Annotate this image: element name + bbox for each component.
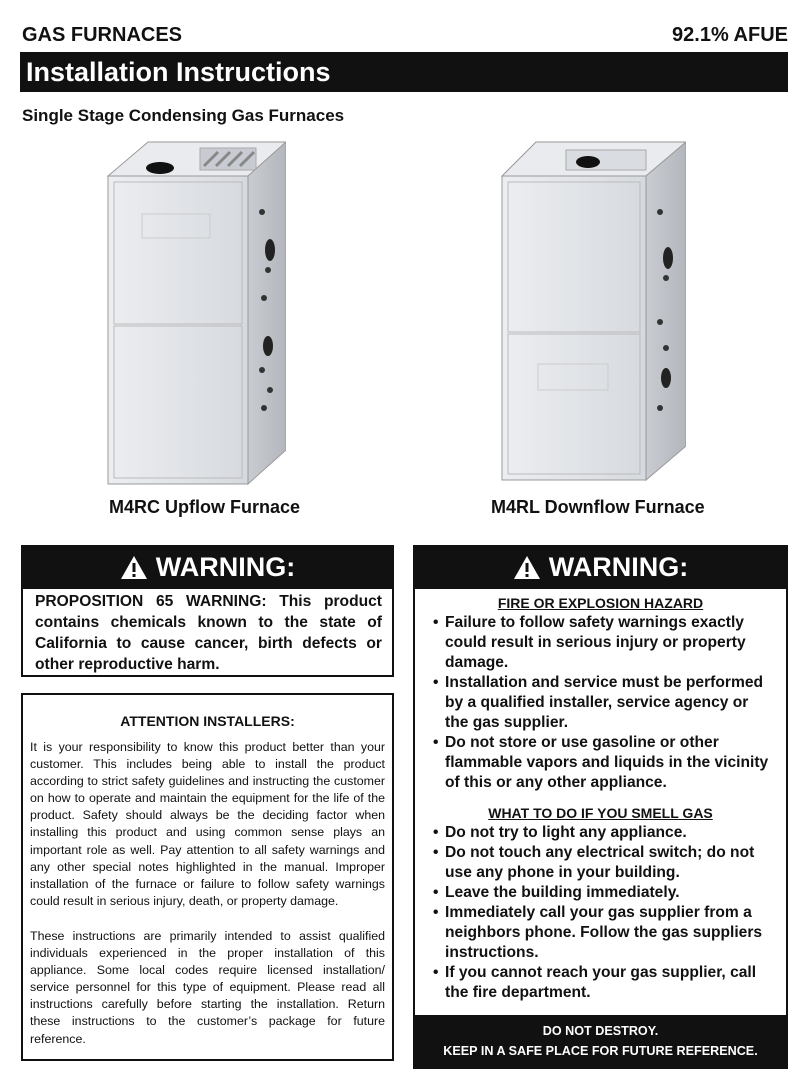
attention-installers-box (21, 693, 394, 1061)
title-bar (20, 52, 788, 92)
warning-label: WARNING: (548, 551, 689, 582)
fire-warning-box (413, 545, 788, 1069)
list-item: • Installation and service must be performed by a qualified installer, service agency or the gas supplier. (425, 673, 776, 733)
upflow-furnace-image (100, 138, 286, 490)
fire-hazard-list (425, 613, 776, 793)
smell-gas-list (425, 823, 776, 1003)
list-item: • Failure to follow safety warnings exactly could result in serious injury or property damage. (425, 613, 776, 673)
header-efficiency: 92.1% AFUE (672, 23, 788, 46)
fire-hazard-heading: FIRE OR EXPLOSION HAZARD (497, 595, 704, 611)
list-item: • Do not touch any electrical switch; do not use any phone in your building. (425, 843, 776, 883)
fire-warning-body (415, 595, 786, 1003)
downflow-caption: M4RL Downflow Furnace (491, 497, 705, 517)
warning-icon (513, 554, 541, 580)
warning-icon (120, 554, 148, 580)
fire-warning-header (413, 545, 788, 589)
list-item: • Do not store or use gasoline or other flammable vapors and liquids in the vicinity of this or any other appliance. (425, 733, 776, 793)
smell-gas-heading: WHAT TO DO IF YOU SMELL GAS (488, 805, 713, 821)
installers-paragraph-2: These instructions are primarily intended to assist qualified individuals experienced in the proper installation of this appliance. Some local codes require licensed installation/ service personnel for this type of equipment. Please read all instructions carefully before starting the installation. Return these instructions to the customer’s package for future reference. (30, 928, 385, 1046)
installers-heading: ATTENTION INSTALLERS: (120, 713, 295, 729)
do-not-destroy-footer (415, 1015, 786, 1067)
prop65-warning-text: PROPOSITION 65 WARNING: This product contains chemicals known to the state of California to cause cancer, birth defects or other reproductive harm. (21, 587, 394, 677)
page-subtitle: Single Stage Condensing Gas Furnaces (22, 106, 345, 125)
warning-label: WARNING: (155, 551, 296, 582)
header-category: GAS FURNACES (22, 23, 183, 46)
footer-line-2: KEEP IN A SAFE PLACE FOR FUTURE REFERENCE. (443, 1044, 758, 1058)
list-item: • Immediately call your gas supplier from a neighbors phone. Follow the gas suppliers instructions. (425, 903, 776, 963)
page-title: Installation Instructions (26, 57, 331, 87)
list-item: • Do not try to light any appliance. (425, 823, 776, 843)
page-header (22, 22, 788, 48)
list-item: • Leave the building immediately. (425, 883, 776, 903)
installers-paragraph-1: It is your responsibility to know this product better than your customer. This includes being able to install the product according to strict safety guidelines and instructing the customer on how to operate and maintain the equipment for the life of the product. Safety should always be the deciding factor when installing this product and using common sense plays an important role as well. Pay attention to all safety warnings and any other special notes highlighted in the manual. Improper installation of the furnace or failure to follow safety warnings could result in serious injury, death, or property damage. (30, 740, 385, 908)
downflow-furnace-image (496, 138, 686, 488)
prop65-warning-header (21, 545, 394, 589)
footer-line-1: DO NOT DESTROY. (542, 1024, 659, 1038)
upflow-caption: M4RC Upflow Furnace (109, 497, 301, 517)
list-item: • If you cannot reach your gas supplier, call the fire department. (425, 963, 776, 1003)
